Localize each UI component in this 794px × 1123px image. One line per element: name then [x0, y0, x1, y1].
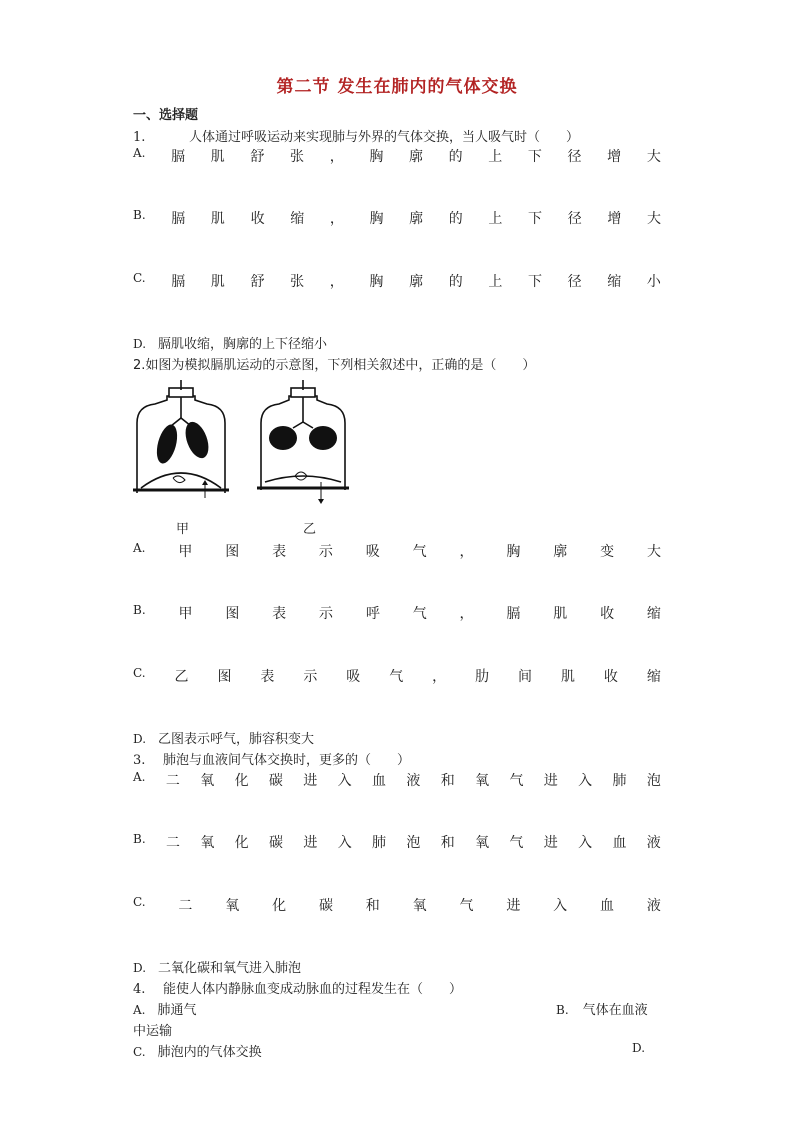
option-char: 下 — [528, 211, 543, 227]
option-char: 的 — [448, 211, 463, 227]
option-char: ， — [329, 149, 344, 165]
option-char: 二 — [178, 898, 193, 914]
question-2-stem: 2.如图为模拟膈肌运动的示意图，下列相关叙述中，正确的是（ ） — [133, 358, 536, 373]
option-char: 大 — [646, 544, 661, 560]
q1-option-a[interactable] — [133, 146, 661, 166]
option-char: 廓 — [409, 211, 424, 227]
option-char: 氧 — [475, 773, 490, 789]
q4-option-d[interactable]: D. — [632, 1041, 646, 1055]
option-char: 上 — [488, 274, 503, 290]
bell-jar-figure-yi — [257, 378, 349, 510]
option-char: 氧 — [200, 835, 215, 851]
option-char: 氧 — [475, 835, 490, 851]
option-letter: C. — [133, 666, 146, 680]
section-heading: 一、选择题 — [133, 108, 199, 123]
option-char: 和 — [440, 773, 455, 789]
q1-option-b[interactable] — [133, 208, 661, 228]
figure-label-jia: 甲 — [176, 522, 190, 537]
option-char: 示 — [318, 544, 333, 560]
option-char: 二 — [165, 835, 180, 851]
option-char: 的 — [448, 274, 463, 290]
option-letter: C. — [133, 271, 146, 285]
option-char: 收 — [250, 211, 265, 227]
option-char: ， — [459, 544, 474, 560]
option-char: 入 — [337, 773, 352, 789]
option-char: 气 — [412, 544, 427, 560]
option-char: 的 — [448, 149, 463, 165]
option-char: 径 — [567, 211, 582, 227]
option-char: 入 — [578, 773, 593, 789]
option-char: 肋 — [475, 669, 490, 685]
option-char: 气 — [459, 898, 474, 914]
option-char: 缩 — [646, 606, 661, 622]
q2-option-c[interactable] — [133, 666, 661, 686]
option-char: 血 — [612, 835, 627, 851]
option-char: 肺 — [372, 835, 387, 851]
option-letter: A. — [133, 770, 146, 784]
q3-option-a[interactable] — [133, 770, 661, 790]
q3-option-c[interactable] — [133, 895, 661, 915]
option-char: 膈 — [506, 606, 521, 622]
option-char: 增 — [607, 149, 622, 165]
option-char: 下 — [527, 149, 542, 165]
option-char: 径 — [567, 274, 582, 290]
option-char: 肺 — [612, 773, 627, 789]
option-letter: A. — [133, 541, 146, 555]
option-char: 表 — [272, 544, 287, 560]
option-char: 入 — [578, 835, 593, 851]
option-letter: B. — [133, 603, 146, 617]
option-char: 氧 — [225, 898, 240, 914]
bell-jar-figure-jia — [133, 378, 229, 498]
option-char: 呼 — [365, 606, 380, 622]
option-char: 张 — [290, 149, 305, 165]
option-char: 血 — [600, 898, 615, 914]
option-char: 进 — [543, 835, 558, 851]
option-char: 碳 — [268, 773, 283, 789]
option-char: 吸 — [346, 669, 361, 685]
option-char: 大 — [646, 149, 661, 165]
option-char: 缩 — [290, 211, 305, 227]
option-char: 缩 — [646, 669, 661, 685]
q3-option-b[interactable] — [133, 832, 661, 852]
option-char: 图 — [217, 669, 232, 685]
option-char: 上 — [488, 149, 503, 165]
option-char: 液 — [646, 835, 661, 851]
option-char: 进 — [543, 773, 558, 789]
option-char: ， — [459, 606, 474, 622]
option-char: 化 — [234, 835, 249, 851]
q4-option-c[interactable]: C. 肺泡内的气体交换 — [133, 1045, 262, 1060]
option-char: 张 — [290, 274, 305, 290]
q1-option-d[interactable]: D. 膈肌收缩，胸廓的上下径缩小 — [133, 337, 328, 352]
option-char: 舒 — [250, 149, 265, 165]
figure-label-yi: 乙 — [303, 522, 317, 537]
option-char: 胸 — [506, 544, 521, 560]
option-char: 肌 — [210, 274, 225, 290]
option-char: 入 — [553, 898, 568, 914]
option-char: 气 — [509, 835, 524, 851]
question-1-stem: 1. 人体通过呼吸运动来实现肺与外界的气体交换，当人吸气时（ ） — [133, 130, 580, 145]
option-char: 示 — [303, 669, 318, 685]
q2-option-a[interactable] — [133, 541, 661, 561]
option-char: 肌 — [553, 606, 568, 622]
option-letter: C. — [133, 895, 146, 909]
option-char: 泡 — [646, 773, 661, 789]
option-char: 缩 — [607, 274, 622, 290]
option-letter: A. — [133, 146, 146, 160]
q4-option-b[interactable]: B. 气体在血液 — [556, 1003, 648, 1018]
option-char: 廓 — [553, 544, 568, 560]
option-char: 肌 — [210, 149, 225, 165]
option-char: 下 — [527, 274, 542, 290]
option-char: 增 — [607, 211, 622, 227]
option-char: 廓 — [408, 149, 423, 165]
option-char: 气 — [412, 606, 427, 622]
option-char: 舒 — [250, 274, 265, 290]
option-char: ， — [329, 274, 344, 290]
option-char: 和 — [365, 898, 380, 914]
option-char: 收 — [600, 606, 615, 622]
option-char: 变 — [600, 544, 615, 560]
option-char: 胸 — [369, 211, 384, 227]
option-char: 胸 — [369, 274, 384, 290]
option-char: ， — [432, 669, 447, 685]
option-char: 碳 — [318, 898, 333, 914]
option-char: 气 — [389, 669, 404, 685]
q4-option-b-continued: 中运输 — [133, 1024, 173, 1039]
option-char: 液 — [406, 773, 421, 789]
option-char: 肌 — [560, 669, 575, 685]
q2-option-b[interactable] — [133, 603, 661, 623]
page-title: 第二节 发生在肺内的气体交换 — [276, 77, 518, 97]
option-char: 小 — [646, 274, 661, 290]
q4-option-a[interactable]: A. 肺通气 — [133, 1003, 197, 1018]
option-char: ， — [329, 211, 344, 227]
option-char: 化 — [234, 773, 249, 789]
option-char: 廓 — [409, 274, 424, 290]
option-char: 化 — [272, 898, 287, 914]
option-char: 图 — [225, 606, 240, 622]
option-char: 进 — [303, 835, 318, 851]
option-char: 大 — [646, 211, 661, 227]
option-char: 氧 — [200, 773, 215, 789]
option-char: 甲 — [178, 606, 193, 622]
question-3-stem: 3. 肺泡与血液间气体交换时，更多的（ ） — [133, 753, 411, 768]
q3-option-d[interactable]: D. 二氧化碳和氧气进入肺泡 — [133, 961, 302, 976]
option-letter: B. — [133, 832, 146, 846]
option-char: 收 — [603, 669, 618, 685]
option-letter: B. — [133, 208, 146, 222]
option-char: 径 — [567, 149, 582, 165]
option-char: 膈 — [171, 274, 186, 290]
option-char: 二 — [165, 773, 180, 789]
option-char: 示 — [319, 606, 334, 622]
q2-option-d[interactable]: D. 乙图表示呼气，肺容积变大 — [133, 732, 315, 747]
option-char: 膈 — [171, 211, 186, 227]
option-char: 气 — [509, 773, 524, 789]
option-char: 上 — [488, 211, 503, 227]
option-char: 血 — [372, 773, 386, 789]
option-char: 甲 — [178, 544, 193, 560]
option-char: 膈 — [171, 149, 186, 165]
option-char: 泡 — [406, 835, 421, 851]
option-char: 碳 — [269, 835, 284, 851]
option-char: 进 — [303, 773, 318, 789]
option-char: 表 — [260, 669, 275, 685]
option-char: 胸 — [369, 149, 384, 165]
option-char: 图 — [225, 544, 240, 560]
option-char: 氧 — [412, 898, 427, 914]
option-char: 间 — [518, 669, 533, 685]
option-char: 乙 — [174, 669, 189, 685]
option-char: 入 — [337, 835, 352, 851]
option-char: 和 — [440, 835, 455, 851]
question-4-stem: 4. 能使人体内静脉血变成动脉血的过程发生在（ ） — [133, 982, 463, 997]
option-char: 液 — [646, 898, 661, 914]
option-char: 吸 — [365, 544, 380, 560]
option-char: 进 — [506, 898, 521, 914]
option-char: 肌 — [210, 211, 225, 227]
option-char: 表 — [272, 606, 287, 622]
q1-option-c[interactable] — [133, 271, 661, 291]
